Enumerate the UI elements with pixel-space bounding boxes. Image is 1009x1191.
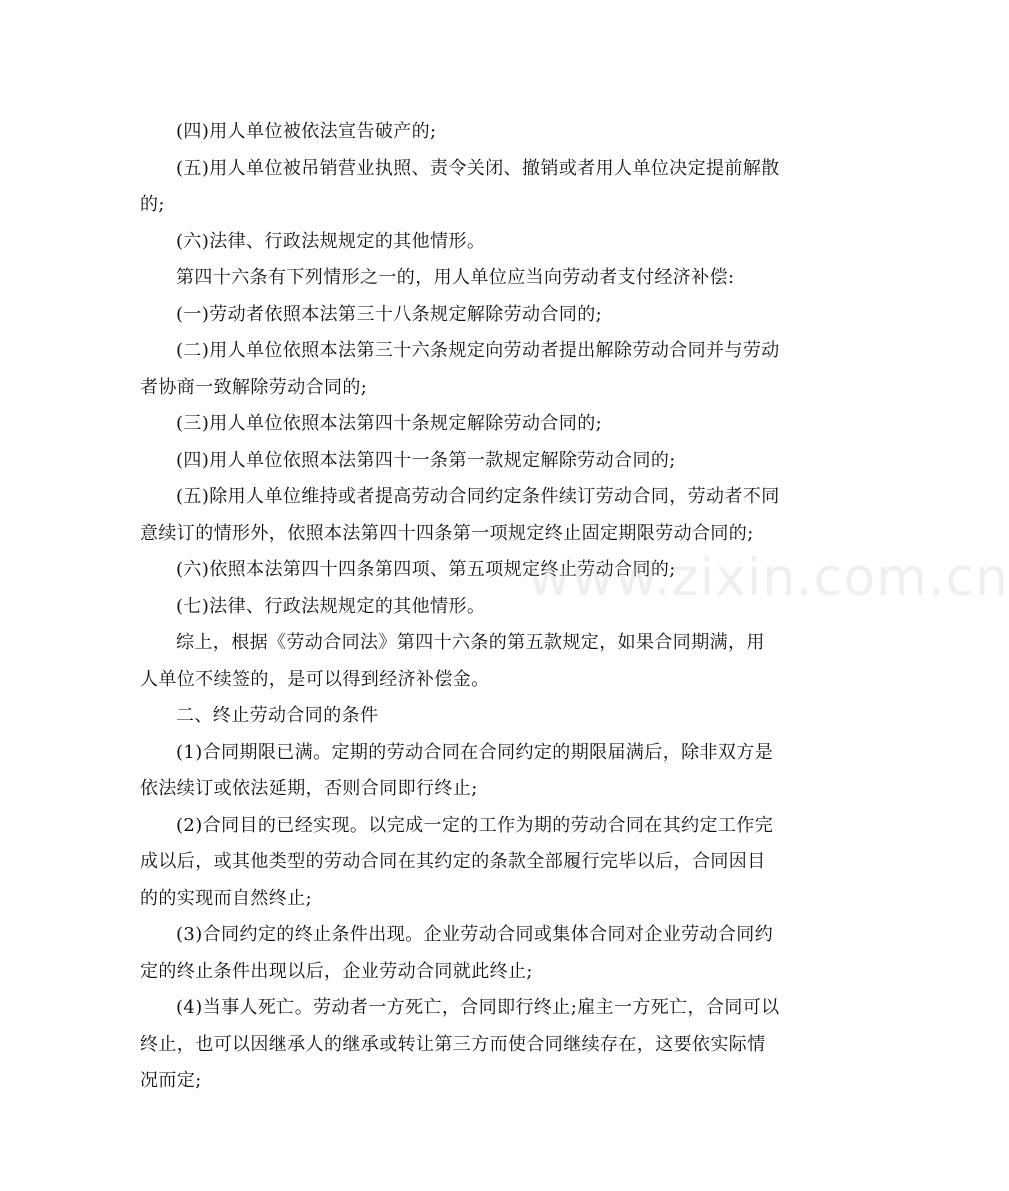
paragraph: (四)用人单位依照本法第四十一条第一款规定解除劳动合同的;: [176, 449, 676, 471]
paragraph: (六)依照本法第四十四条第四项、第五项规定终止劳动合同的;: [176, 559, 676, 580]
paragraph: (二)用人单位依照本法第三十六条规定向劳动者提出解除劳动合同并与劳动者协商一致解除劳动合同的;: [140, 340, 780, 398]
watermark: www.zixin.com.cn: [528, 548, 1009, 608]
paragraph: (五)除用人单位维持或者提高劳动合同约定条件续订劳动合同，劳动者不同意续订的情形外，依照本法第四十四条第一项规定终止固定期限劳动合同的;: [140, 486, 780, 544]
paragraph: 第四十六条有下列情形之一的，用人单位应当向劳动者支付经济补偿:: [176, 267, 735, 288]
paragraph: 综上，根据《劳动合同法》第四十六条的第五款规定，如果合同期满，用人单位不续签的，是可以得到经济补偿金。: [140, 632, 765, 690]
paragraph: (2)合同目的已经实现。以完成一定的工作为期的劳动合同在其约定工作完成以后，或其他类型的劳动合同在其约定的条款全部履行完毕以后，合同因目的的实现而自然终止;: [140, 814, 774, 909]
paragraph: (4)当事人死亡。劳动者一方死亡，合同即行终止;雇主一方死亡，合同可以终止，也可以因继承人的继承或转让第三方而使合同继续存在，这要依实际情况而定;: [140, 997, 780, 1091]
paragraph: (一)劳动者依照本法第三十八条规定解除劳动合同的;: [176, 303, 603, 325]
paragraph: (1)合同期限已满。定期的劳动合同在合同约定的期限届满后，除非双方是依法续订或依法延期，否则合同即行终止;: [140, 741, 774, 799]
document-body: [140, 114, 782, 1100]
paragraph: (七)法律、行政法规规定的其他情形。: [176, 595, 486, 617]
paragraph: (3)合同约定的终止条件出现。企业劳动合同或集体合同对企业劳动合同约定的终止条件出现以后，企业劳动合同就此终止;: [140, 924, 774, 982]
paragraph: (四)用人单位被依法宣告破产的;: [176, 121, 437, 142]
section-heading: 二、终止劳动合同的条件: [176, 705, 379, 726]
paragraph: (三)用人单位依照本法第四十条规定解除劳动合同的;: [176, 413, 603, 434]
paragraph: (五)用人单位被吊销营业执照、责令关闭、撤销或者用人单位决定提前解散的;: [140, 157, 780, 215]
paragraph: (六)法律、行政法规规定的其他情形。: [176, 230, 486, 252]
